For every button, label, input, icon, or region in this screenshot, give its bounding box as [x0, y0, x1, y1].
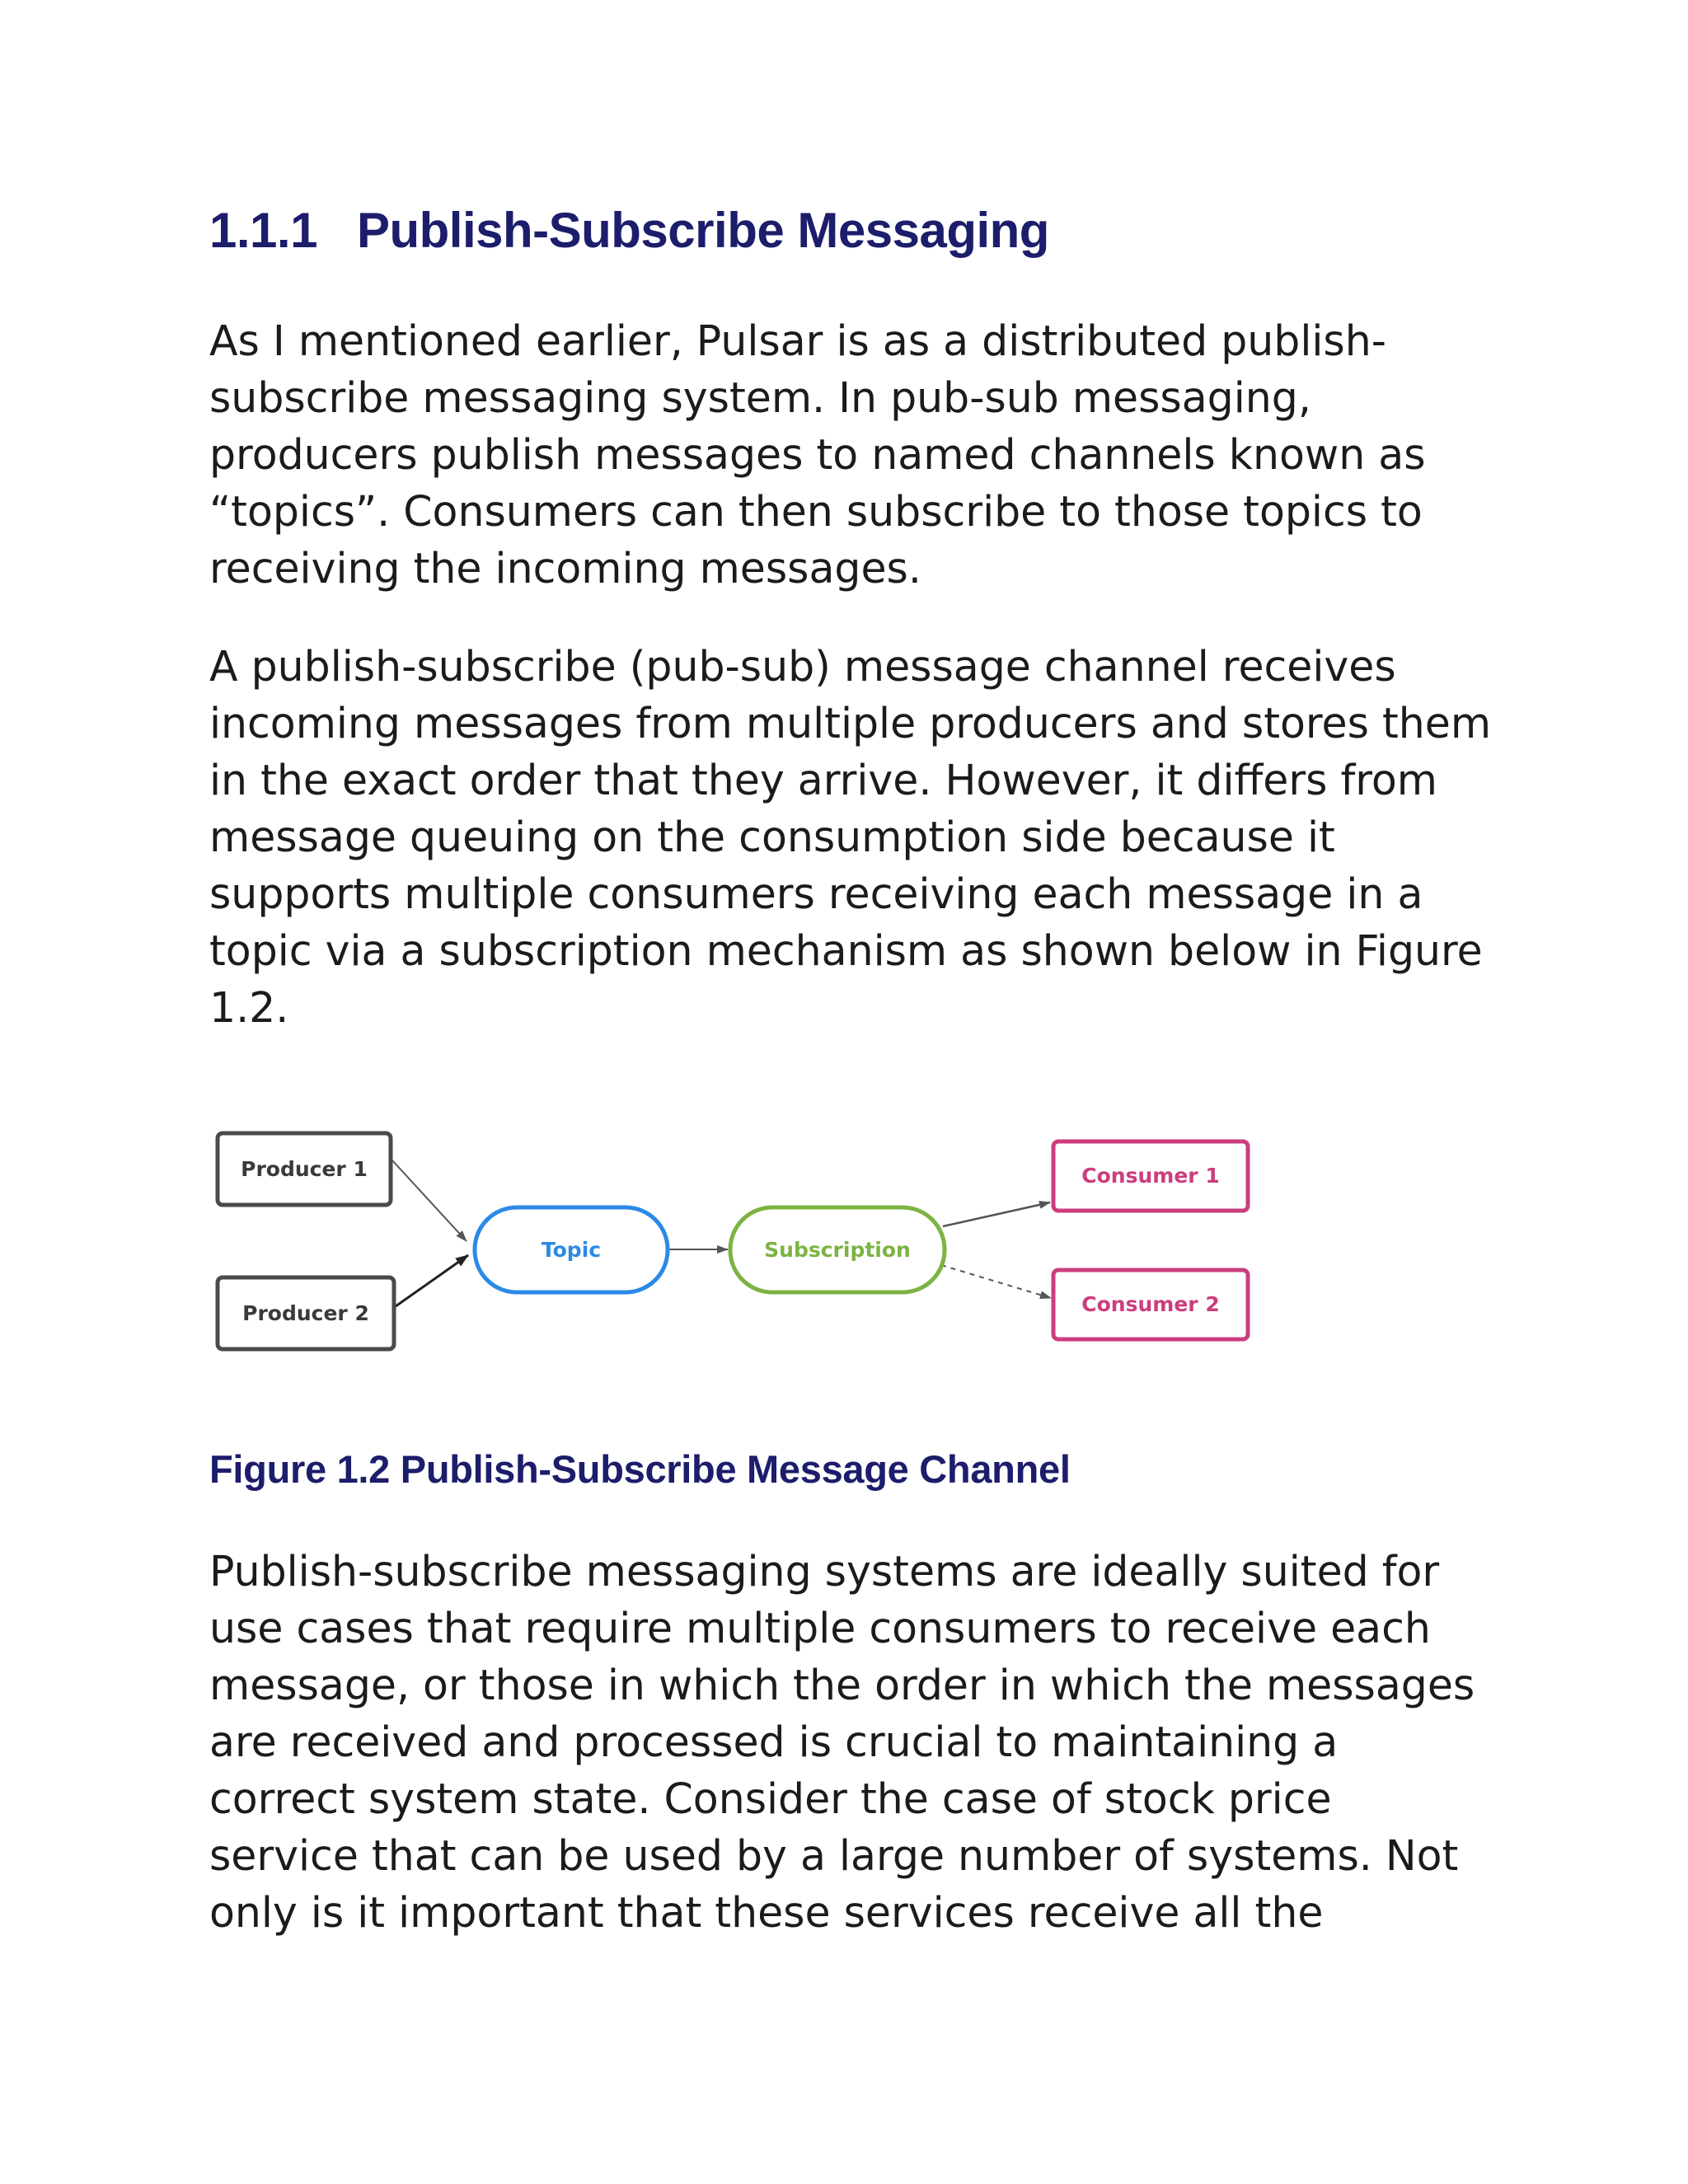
paragraph-line: service that can be used by a large number of systems. Not [209, 1831, 1459, 1880]
paragraph-line: subscribe messaging system. In pub-sub messaging, [209, 373, 1311, 422]
paragraph-intro [209, 312, 1495, 597]
paragraph-line: are received and processed is crucial to maintaining a [209, 1718, 1339, 1766]
consumer1-label: Consumer 1 [1081, 1164, 1220, 1188]
section-number: 1.1.1 [209, 203, 317, 258]
paragraph-line: Publish-subscribe messaging systems are ideally suited for [209, 1547, 1440, 1596]
consumer2-label: Consumer 2 [1081, 1292, 1220, 1316]
paragraph-line: only is it important that these services receive all the [209, 1888, 1324, 1937]
paragraph-line: in the exact order that they arrive. However, it differs from [209, 756, 1437, 804]
paragraph-line: producers publish messages to named channels known as [209, 430, 1426, 479]
edge-subscription-consumer1 [943, 1202, 1050, 1226]
subscription-label: Subscription [764, 1238, 911, 1262]
paragraph-use-cases [209, 1543, 1495, 1941]
topic-label: Topic [541, 1238, 602, 1262]
pubsub-diagram [209, 1117, 1281, 1364]
producer1-label: Producer 1 [241, 1157, 368, 1181]
paragraph-line: receiving the incoming messages. [209, 544, 921, 593]
paragraph-line: use cases that require multiple consumers to receive each [209, 1604, 1431, 1652]
edge-producer2-topic [396, 1255, 468, 1306]
producer2-label: Producer 2 [242, 1301, 369, 1325]
paragraph-line: supports multiple consumers receiving each message in a [209, 869, 1423, 918]
edge-subscription-consumer2 [941, 1265, 1051, 1298]
paragraph-line: A publish-subscribe (pub-sub) message channel receives [209, 642, 1396, 691]
paragraph-line: 1.2. [209, 983, 289, 1032]
section-heading [209, 202, 1049, 259]
paragraph-line: message, or those in which the order in which the messages [209, 1661, 1475, 1709]
paragraph-line: message queuing on the consumption side because it [209, 813, 1335, 861]
paragraph-line: topic via a subscription mechanism as shown below in Figure [209, 926, 1483, 975]
paragraph-line: incoming messages from multiple producers and stores them [209, 699, 1492, 748]
section-title: Publish-Subscribe Messaging [356, 203, 1049, 258]
paragraph-line: correct system state. Consider the case of stock price [209, 1774, 1332, 1823]
paragraph-pubsub-channel [209, 638, 1495, 1036]
paragraph-line: As I mentioned earlier, Pulsar is as a distributed publish- [209, 316, 1386, 365]
edge-producer1-topic [392, 1160, 467, 1241]
figure-caption: Figure 1.2 Publish-Subscribe Message Channel [209, 1447, 1071, 1491]
paragraph-line: “topics”. Consumers can then subscribe to those topics to [209, 487, 1423, 536]
